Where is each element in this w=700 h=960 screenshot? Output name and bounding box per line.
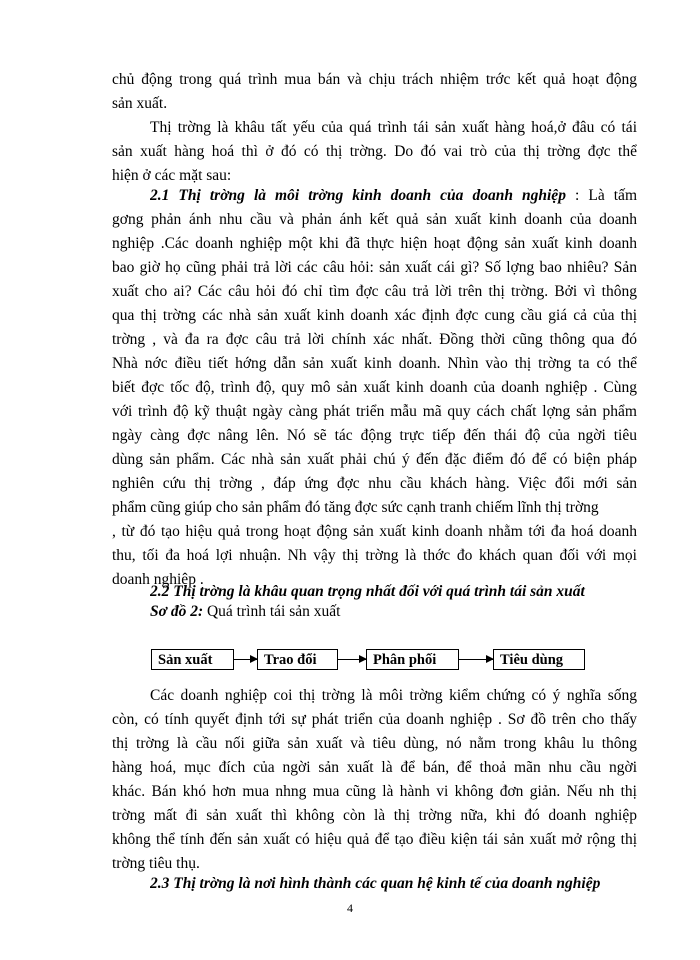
text-line: dùng sản phẩm. Các nhà sản xuất phải chú ý đến đặc điểm đó để có biện pháp xyxy=(112,451,637,468)
text-line: sản xuất hàng hoá thì ở đó có thị trờng. Do đó vai trò của thị trờng đợc thể xyxy=(112,143,637,160)
arrow-right-icon xyxy=(338,659,366,660)
text-line: hàng hoá, mục đích của ngời sản xuất là để bán, để thoả mãn nhu cầu ngời xyxy=(112,759,637,776)
arrow-right-icon xyxy=(234,659,257,660)
text-line: không thể tính đến sản xuất có hiệu quả để tạo điều kiện tái sản xuất mở rộng thị xyxy=(112,831,637,848)
text-line: chủ động trong quá trình mua bán và chịu trách nhiệm trớc kết quả hoạt động xyxy=(112,71,637,88)
diagram-box-trao-doi: Trao đổi xyxy=(257,649,338,670)
text-line: khác. Bán khó hơn mua nhng mua cũng là hành vi không đơn giản. Nếu nh thị xyxy=(112,783,637,800)
text-line: doanh nghiệp . xyxy=(112,571,204,588)
diagram-label: Sơ đồ 2: xyxy=(150,603,204,620)
arrow-right-icon xyxy=(459,659,493,660)
text-line: Các doanh nghiệp coi thị trờng là môi trờng kiểm chứng có ý nghĩa sống xyxy=(150,687,637,704)
text-line: phẩm cũng giúp cho sản phẩm đó tăng đợc sức cạnh tranh chiếm lĩnh thị trờng xyxy=(112,499,599,516)
text-line: sản xuất. xyxy=(112,95,168,112)
text-line: thị trờng là cầu nối giữa sản xuất và tiêu dùng, nó nằm trong khâu lu thông xyxy=(112,735,637,752)
text-line: biết đợc tốc độ, trình độ, quy mô sản xuất kinh doanh của doanh nghiệp . Cùng xyxy=(112,379,637,396)
diagram-caption-text: Quá trình tái sản xuất xyxy=(203,603,341,620)
text-line: Thị trờng là khâu tất yếu của quá trình tái sản xuất hàng hoá,ở đâu có tái xyxy=(150,119,637,136)
text-line: ngày càng đợc nâng lên. Nó sẽ tác động trực tiếp đến thái độ của ngời tiêu xyxy=(112,427,637,444)
section-2-1-heading xyxy=(150,184,637,208)
text-line: trờng , và đa ra đợc câu trả lời chính xác nhất. Đồng thời cũng thông qua đó xyxy=(112,331,637,348)
text-line: xuất cho ai? Các câu hỏi đó chỉ tìm đợc câu trả lời trên thị trờng. Bởi vì thông xyxy=(112,283,637,300)
text-line: còn, có tính quyết định tới sự phát triển của doanh nghiệp . Sơ đồ trên cho thấy xyxy=(112,711,637,728)
text-line: , từ đó tạo hiệu quả trong hoạt động sản xuất kinh doanh nhằm tới đa hoá doanh xyxy=(112,523,637,540)
text-line: nghiệp .Các doanh nghiệp một khi đã thực hiện hoạt động sản xuất kinh doanh xyxy=(112,235,637,252)
text-line: bao giờ họ cũng phải trả lời các câu hỏi: sản xuất cái gì? Số lợng bao nhiêu? Sản xyxy=(112,259,637,276)
text-line: qua thị trờng các nhà sản xuất kinh doanh xác định đợc cung cầu giá cả của thị xyxy=(112,307,637,324)
section-heading-rest: : Là tấm xyxy=(565,187,637,204)
text-line: nghiên cứu thị trờng , đáp ứng đợc nhu cầu khách hàng. Việc đổi mới sản xyxy=(112,475,637,492)
section-2-2-heading: 2.2 Thị trờng là khâu quan trọng nhất đối với quá trình tái sản xuất xyxy=(150,583,585,600)
text-line: gơng phản ánh nhu cầu và phản ánh kết quả sản xuất kinh doanh của doanh xyxy=(112,211,637,228)
text-line: với trình độ kỹ thuật ngày càng phát triển mẫu mã quy cách chất lợng sản phẩm xyxy=(112,403,637,420)
text-line: hiện ở các mặt sau: xyxy=(112,167,232,184)
section-2-3-heading: 2.3 Thị trờng là nơi hình thành các quan hệ kinh tế của doanh nghiệp xyxy=(150,875,601,892)
diagram-caption xyxy=(150,600,637,624)
text-line: thu, tối đa hoá lợi nhuận. Nh vậy thị trờng là thớc đo khách quan đối với mọi xyxy=(112,547,637,564)
page-number: 4 xyxy=(347,901,353,915)
diagram-box-tieu-dung: Tiêu dùng xyxy=(493,649,585,670)
diagram-box-san-xuat: Sản xuất xyxy=(151,649,234,670)
diagram-box-phan-phoi: Phân phối xyxy=(366,649,459,670)
text-line: trờng tiêu thụ. xyxy=(112,855,200,872)
text-line: trờng mất đi sản xuất thì không còn là thị trờng nữa, khi đó doanh nghiệp xyxy=(112,807,637,824)
text-line: Nhà nớc điều tiết hớng dẫn sản xuất kinh doanh. Nhìn vào thị trờng ta có thể xyxy=(112,355,637,372)
section-heading-text: 2.1 Thị trờng là môi trờng kinh doanh của doanh nghiệp xyxy=(150,187,566,204)
